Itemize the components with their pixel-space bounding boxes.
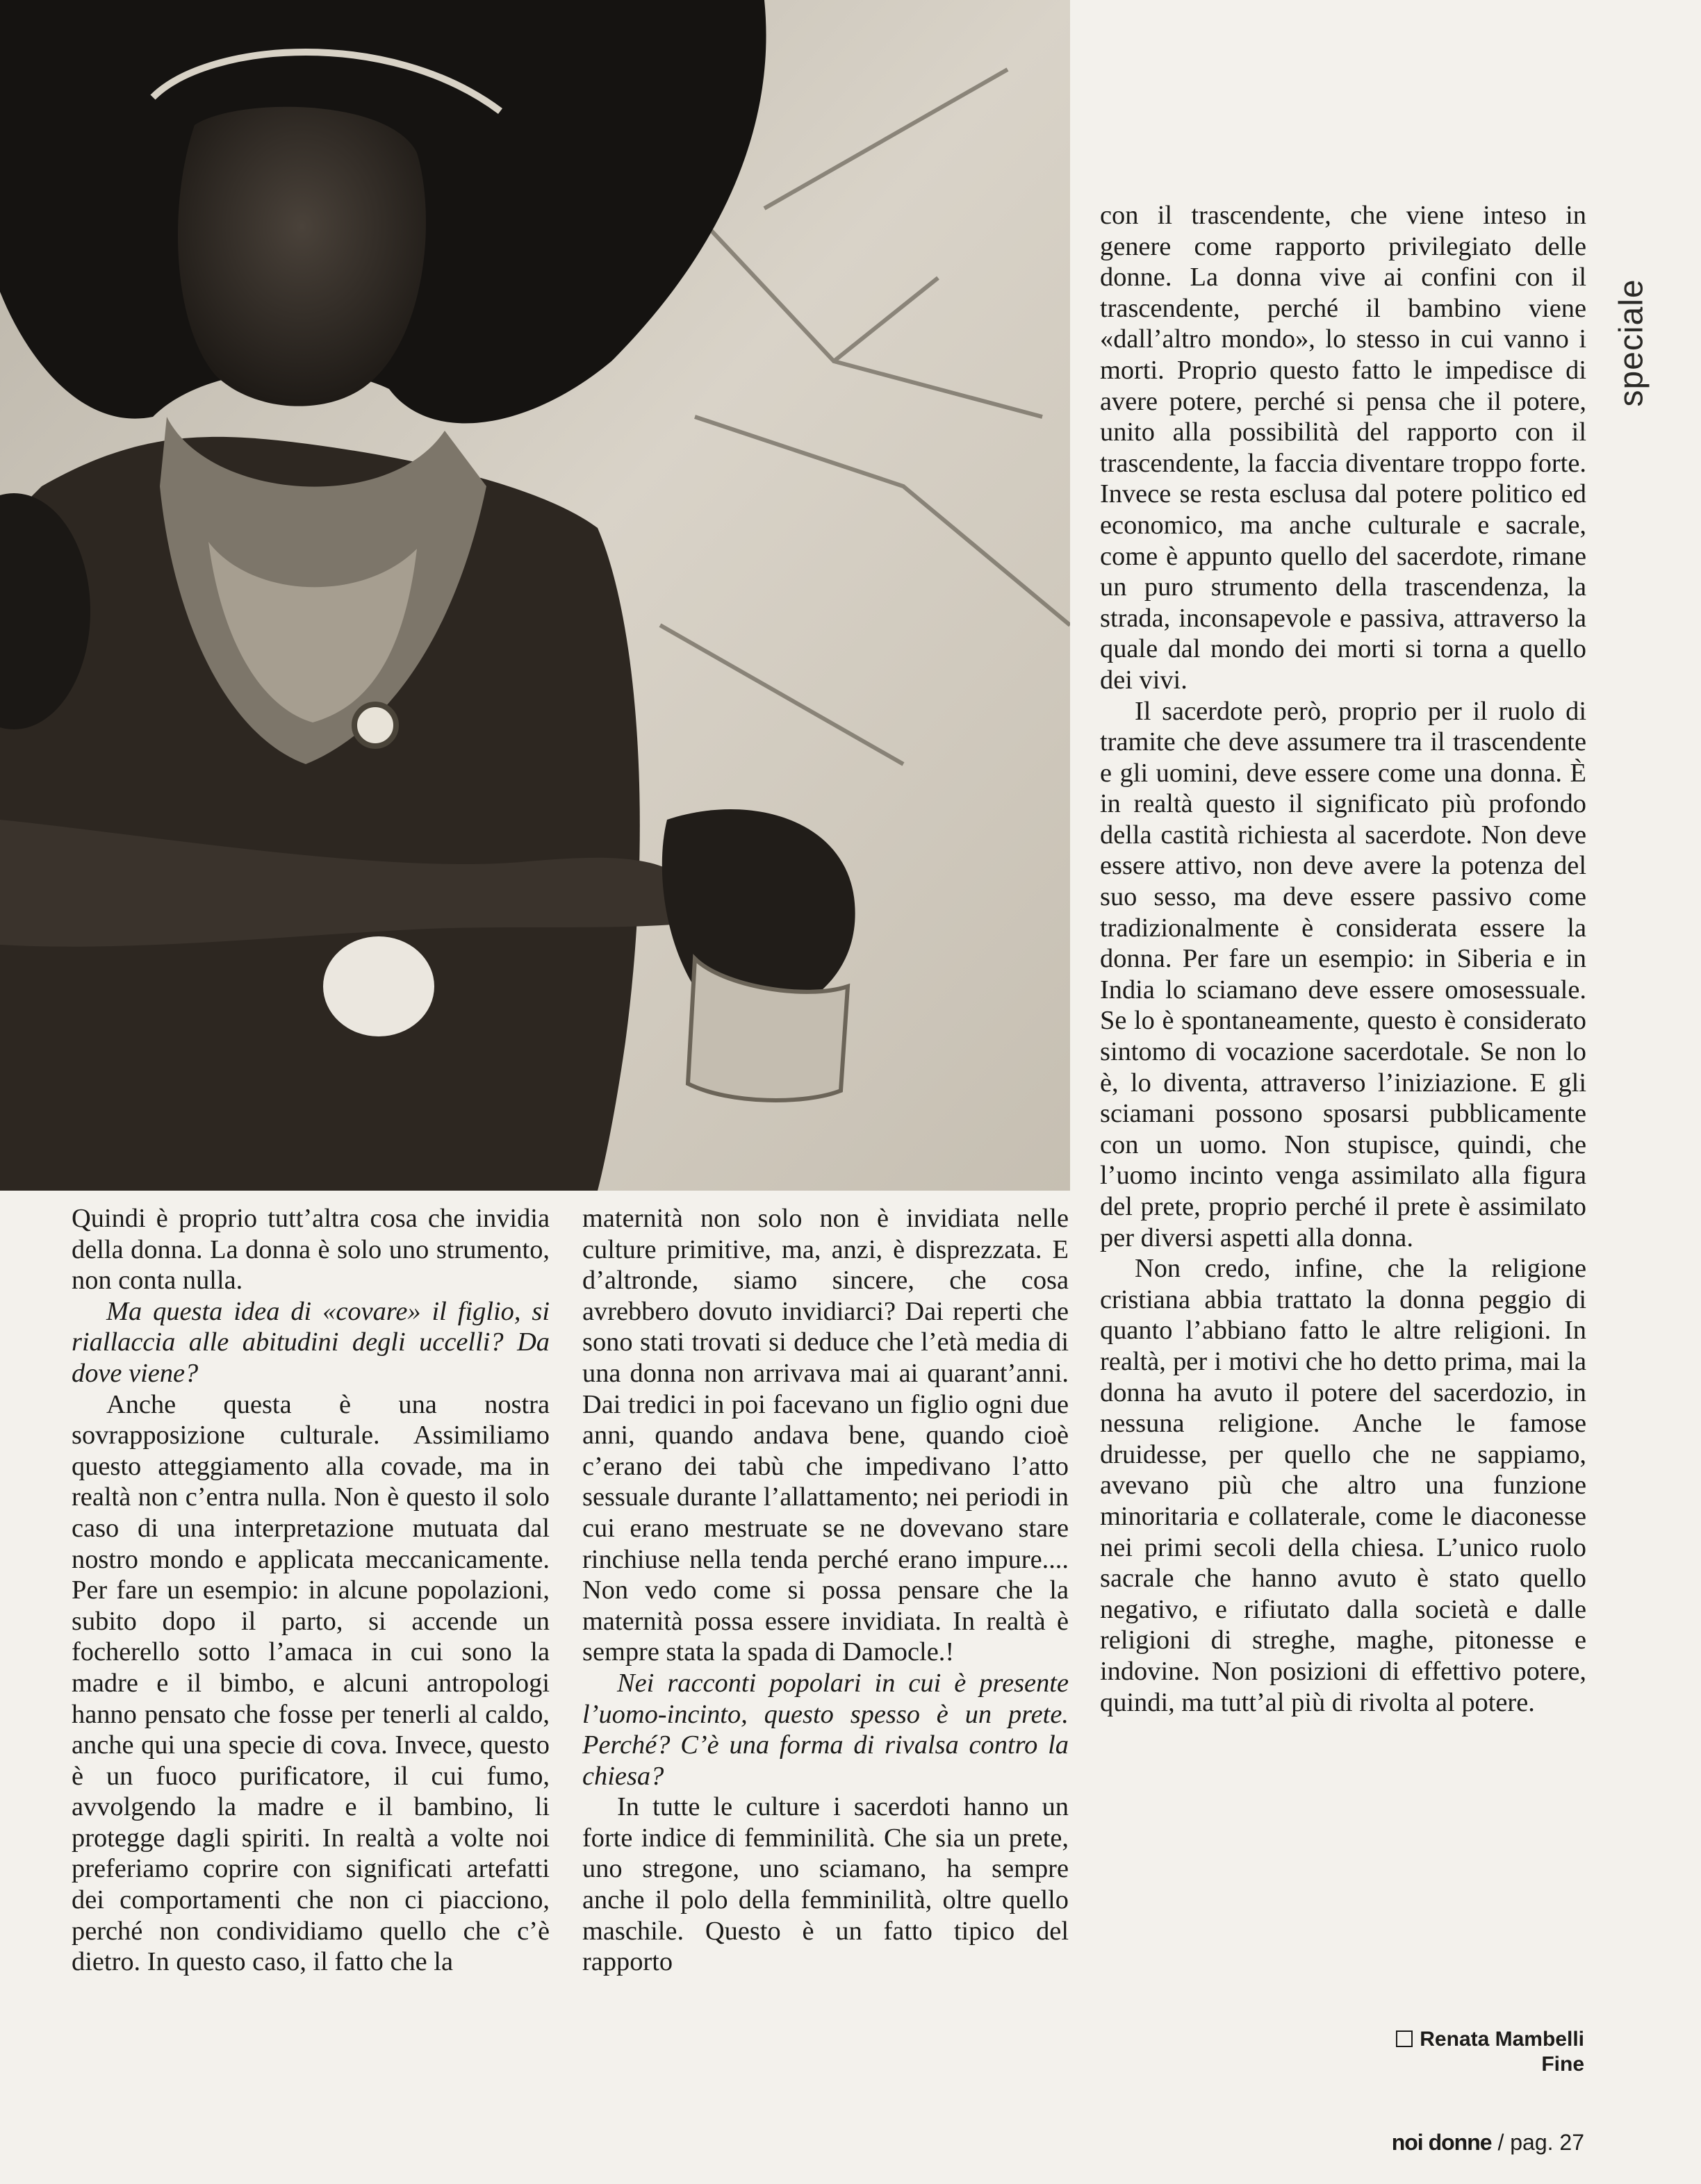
paragraph: Anche questa è una nostra sovrapposizione culturale. Assimiliamo questo atteggiamento alla covade, ma in realtà non c’entra nulla. Non è questo il solo caso di una interpretazione mutuata dal nostro mondo e applicata meccanicamente. Per fare un esempio: in alcune popolazioni, subito dopo il parto, si accende un focherello sotto l’amaca in cui sono la madre e il bimbo, e alcuni antropologi hanno pensato che fosse per tenerli al caldo, anche qui una specie di cova. Invece, questo è un fuoco purificatore, il cui fumo, avvolgendo la madre e il bambino, li protegge dagli spiriti. In realtà a volte noi preferiamo coprire con significati artefatti dei comportamenti che non ci piacciono, perché non condividiamo quello che c’è dietro. In questo caso, il fatto che la <box>72 1389 550 1977</box>
text-column-3 <box>1100 200 1586 1718</box>
author-name: Renata Mambelli <box>1420 2028 1584 2051</box>
end-marker: Fine <box>1541 2053 1584 2076</box>
text-column-1 <box>72 1203 550 1978</box>
page-footer <box>1392 2130 1584 2156</box>
photo-african-woman-with-child <box>0 0 1070 1191</box>
text-column-2 <box>582 1203 1069 1978</box>
paragraph: con il trascendente, che viene inteso in genere come rapporto privilegiato delle donne. La donna vive ai confini con il trascendente, perché il bambino viene «dall’altro mondo», lo stesso in cui vanno i morti. Proprio questo fatto le impedisce di avere potere, perché si pensa che il potere, unito alla possibilità del rapporto con il trascendente, la faccia diventare troppo forte. Invece se resta esclusa dal potere politico ed economico, ma anche culturale e sacrale, come è appunto quello del sacerdote, rimane un puro strumento della trascendenza, la strada, inconsapevole e passiva, attraverso la quale dal mondo dei morti si torna a quello dei vivi. <box>1100 201 1586 695</box>
footer-separator: / <box>1497 2130 1504 2155</box>
author-signature <box>1396 2027 1584 2077</box>
paragraph: maternità non solo non è invidiata nelle culture primitive, ma, anzi, è disprezzata. E d’altronde, siamo sincere, che cosa avrebbero dovuto invidiarci? Dai reperti che sono stati trovati si deduce che l’età media di una donna non arrivava mai ai quarant’anni. Dai tredici in poi facevano un figlio ogni due anni, quando andava bene, quando cioè c’erano dei tabù che impedivano l’atto sessuale durante l’allattamento; nei periodi in cui erano mestruate se ne dovevano stare rinchiuse nella tenda perché erano impure.... Non vedo come si possa pensare che la maternità possa essere invidiata. In realtà è sempre stata la spada di Damocle.! <box>582 1204 1069 1667</box>
magazine-brand: noi donne <box>1391 2130 1492 2155</box>
page-number: 27 <box>1559 2130 1584 2155</box>
interview-question: Ma questa idea di «covare» il figlio, si riallaccia alle abitudini degli uccelli? Da dove viene? <box>72 1296 550 1388</box>
paragraph: Non credo, infine, che la religione cristiana abbia trattato la donna peggio di quanto l’abbiano fatto le altre religioni. In realtà, per i motivi che ho detto prima, mai la donna ha avuto il potere del sacerdozio, in nessuna religione. Anche le famose druidesse, per quello che ne sappiamo, avevano più che altro una funzione minoritaria e collaterale, come le diaconesse nei primi secoli della chiesa. L’unico ruolo sacrale che hanno avuto è stato quello negativo, e rifiutato dalla società e dalle religioni di streghe, maghe, pitonesse e indovine. Non posizioni di effettivo potere, quindi, ma tutt’al più di rivolta al potere. <box>1100 1254 1586 1717</box>
square-bullet-icon <box>1396 2030 1413 2047</box>
interview-question: Nei racconti popolari in cui è presente l’uomo-incinto, questo spesso è un prete. Perché? C’è una forma di rivalsa contro la chiesa? <box>582 1668 1069 1791</box>
section-label: speciale <box>1613 279 1650 407</box>
paragraph: Il sacerdote però, proprio per il ruolo di tramite che deve assumere tra il trascendente e gli uomini, deve essere come una donna. È in realtà questo il significato più profondo della castità richiesta al sacerdote. Non deve essere attivo, non deve avere la potenza del suo sesso, ma deve essere passivo come tradizionalmente è considerata essere la donna. Per fare un esempio: in Siberia e in India lo sciamano deve essere omosessuale. Se lo è spontaneamente, questo è considerato sintomo di vocazione sacerdotale. Se non lo è, lo diventa, attraverso l’iniziazione. E gli sciamani possono sposarsi pubblicamente con un uomo. Non stupisce, quindi, che l’uomo incinto venga assimilato alla figura del prete, proprio perché il prete è assimilato per diversi aspetti alla donna. <box>1100 696 1586 1252</box>
paragraph: Quindi è proprio tutt’altra cosa che invidia della donna. La donna è solo uno strumento, non conta nulla. <box>72 1204 550 1296</box>
page-label: pag. <box>1510 2130 1554 2155</box>
paragraph: In tutte le culture i sacerdoti hanno un forte indice di femminilità. Che sia un prete, uno stregone, uno sciamano, ha sempre anche il polo della femminilità, oltre quello maschile. Questo è un fatto tipico del rapporto <box>582 1792 1069 1977</box>
